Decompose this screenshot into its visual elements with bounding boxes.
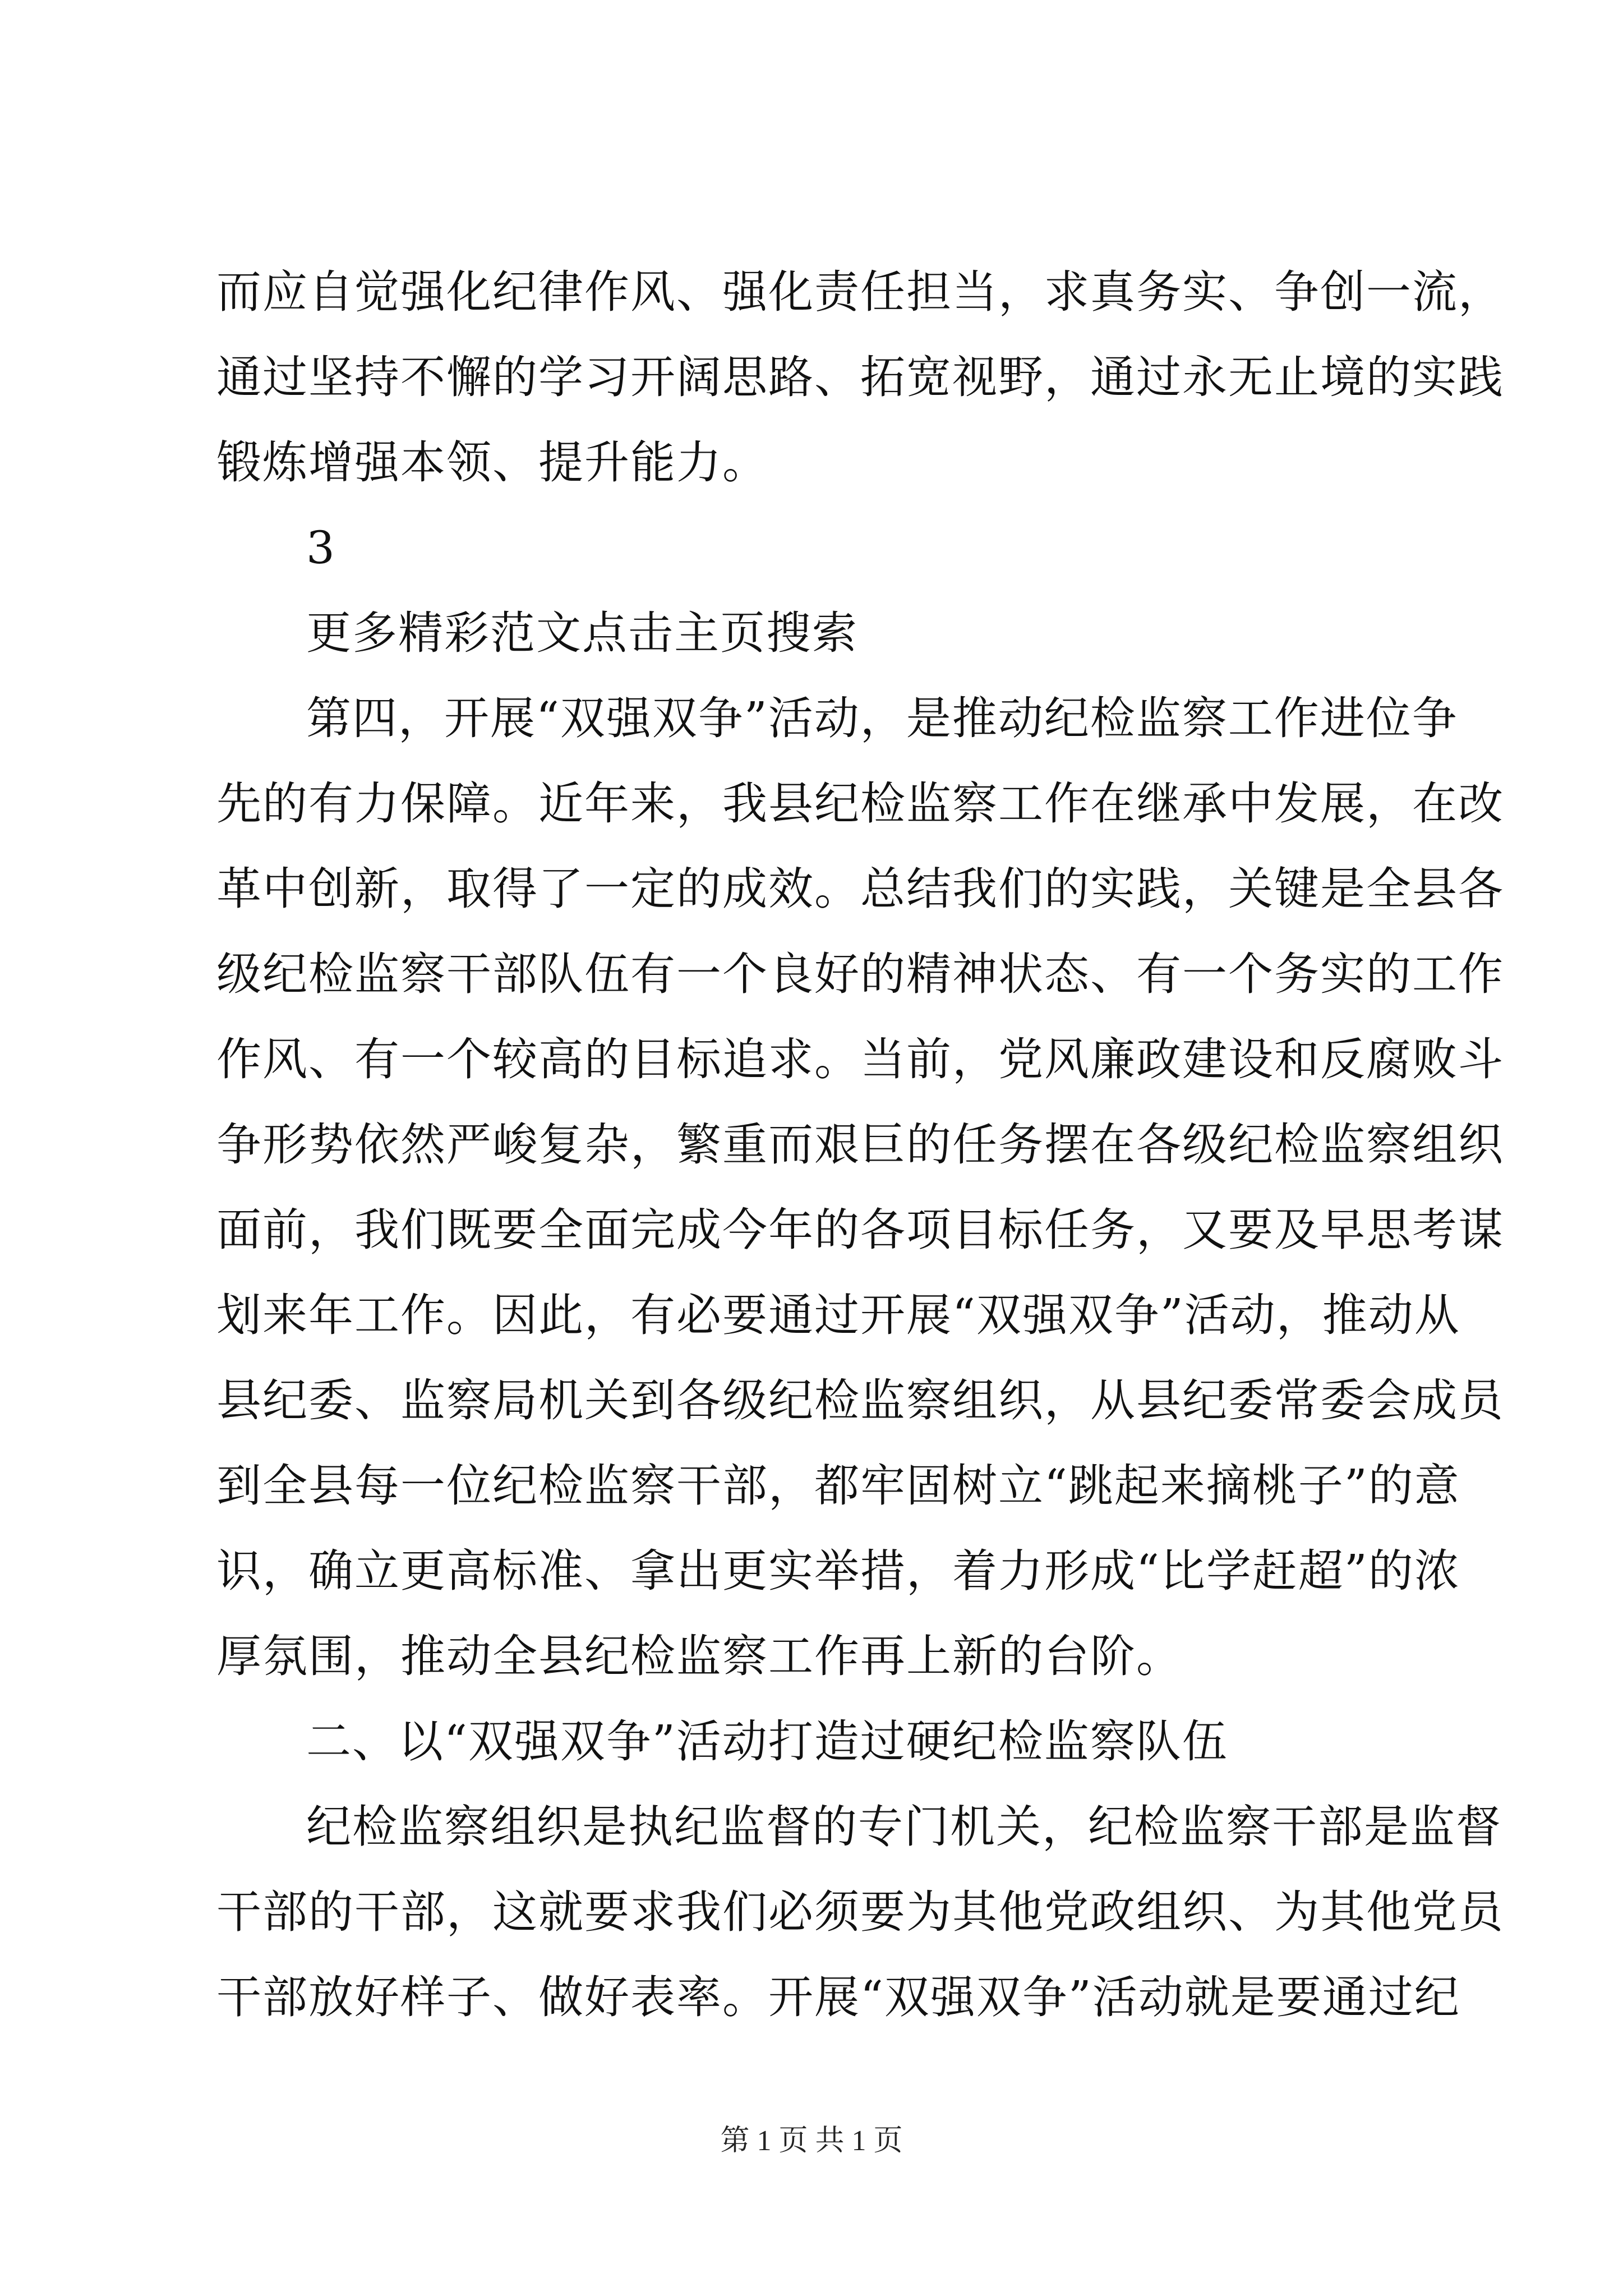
page-marker: 3 (306, 522, 336, 574)
document-body (216, 250, 1504, 2040)
paragraph-2-line-2: 先的有力保障。近年来，我县纪检监察工作在继承中发展，在改 (216, 777, 1504, 830)
paragraph-2-line-8: 划来年工作。因此，有必要通过开展“双强双争”活动，推动从 (216, 1289, 1460, 1341)
paragraph-2-line-11: 识，确立更高标准、拿出更实举措，着力形成“比学赶超”的浓 (216, 1545, 1460, 1597)
section-heading: 二、以“双强双争”活动打造过硬纪检监察队伍 (306, 1715, 1228, 1768)
paragraph-1-line-2: 通过坚持不懈的学习开阔思路、拓宽视野，通过永无止境的实践 (216, 351, 1504, 403)
paragraph-1-line-3: 锻炼增强本领、提升能力。 (216, 436, 768, 489)
paragraph-3-line-3: 干部放好样子、做好表率。开展“双强双争”活动就是要通过纪 (216, 1971, 1460, 2023)
paragraph-2-line-9: 县纪委、监察局机关到各级纪检监察组织，从县纪委常委会成员 (216, 1374, 1504, 1427)
paragraph-3-line-1: 纪检监察组织是执纪监督的专门机关，纪检监察干部是监督 (306, 1801, 1502, 1853)
paragraph-2-line-7: 面前，我们既要全面完成今年的各项目标任务，又要及早思考谋 (216, 1204, 1504, 1256)
paragraph-3-line-2: 干部的干部，这就要求我们必须要为其他党政组织、为其他党员 (216, 1886, 1504, 1938)
page-footer: 第 1 页 共 1 页 (720, 2125, 903, 2157)
paragraph-2-line-10: 到全县每一位纪检监察干部，都牢固树立“跳起来摘桃子”的意 (216, 1460, 1460, 1512)
paragraph-2-line-5: 作风、有一个较高的目标追求。当前，党风廉政建设和反腐败斗 (216, 1033, 1504, 1085)
paragraph-2-line-3: 革中创新，取得了一定的成效。总结我们的实践，关键是全县各 (216, 863, 1504, 915)
paragraph-2-line-6: 争形势依然严峻复杂，繁重而艰巨的任务摆在各级纪检监察组织 (216, 1119, 1504, 1171)
paragraph-2-line-1: 第四，开展“双强双争”活动，是推动纪检监察工作进位争 (306, 692, 1458, 744)
paragraph-2-line-12: 厚氛围，推动全县纪检监察工作再上新的台阶。 (216, 1630, 1182, 1682)
promo-text: 更多精彩范文点击主页搜索 (306, 607, 858, 659)
paragraph-2-line-4: 级纪检监察干部队伍有一个良好的精神状态、有一个务实的工作 (216, 948, 1504, 1000)
paragraph-1-line-1: 而应自觉强化纪律作风、强化责任担当，求真务实、争创一流， (216, 266, 1504, 318)
